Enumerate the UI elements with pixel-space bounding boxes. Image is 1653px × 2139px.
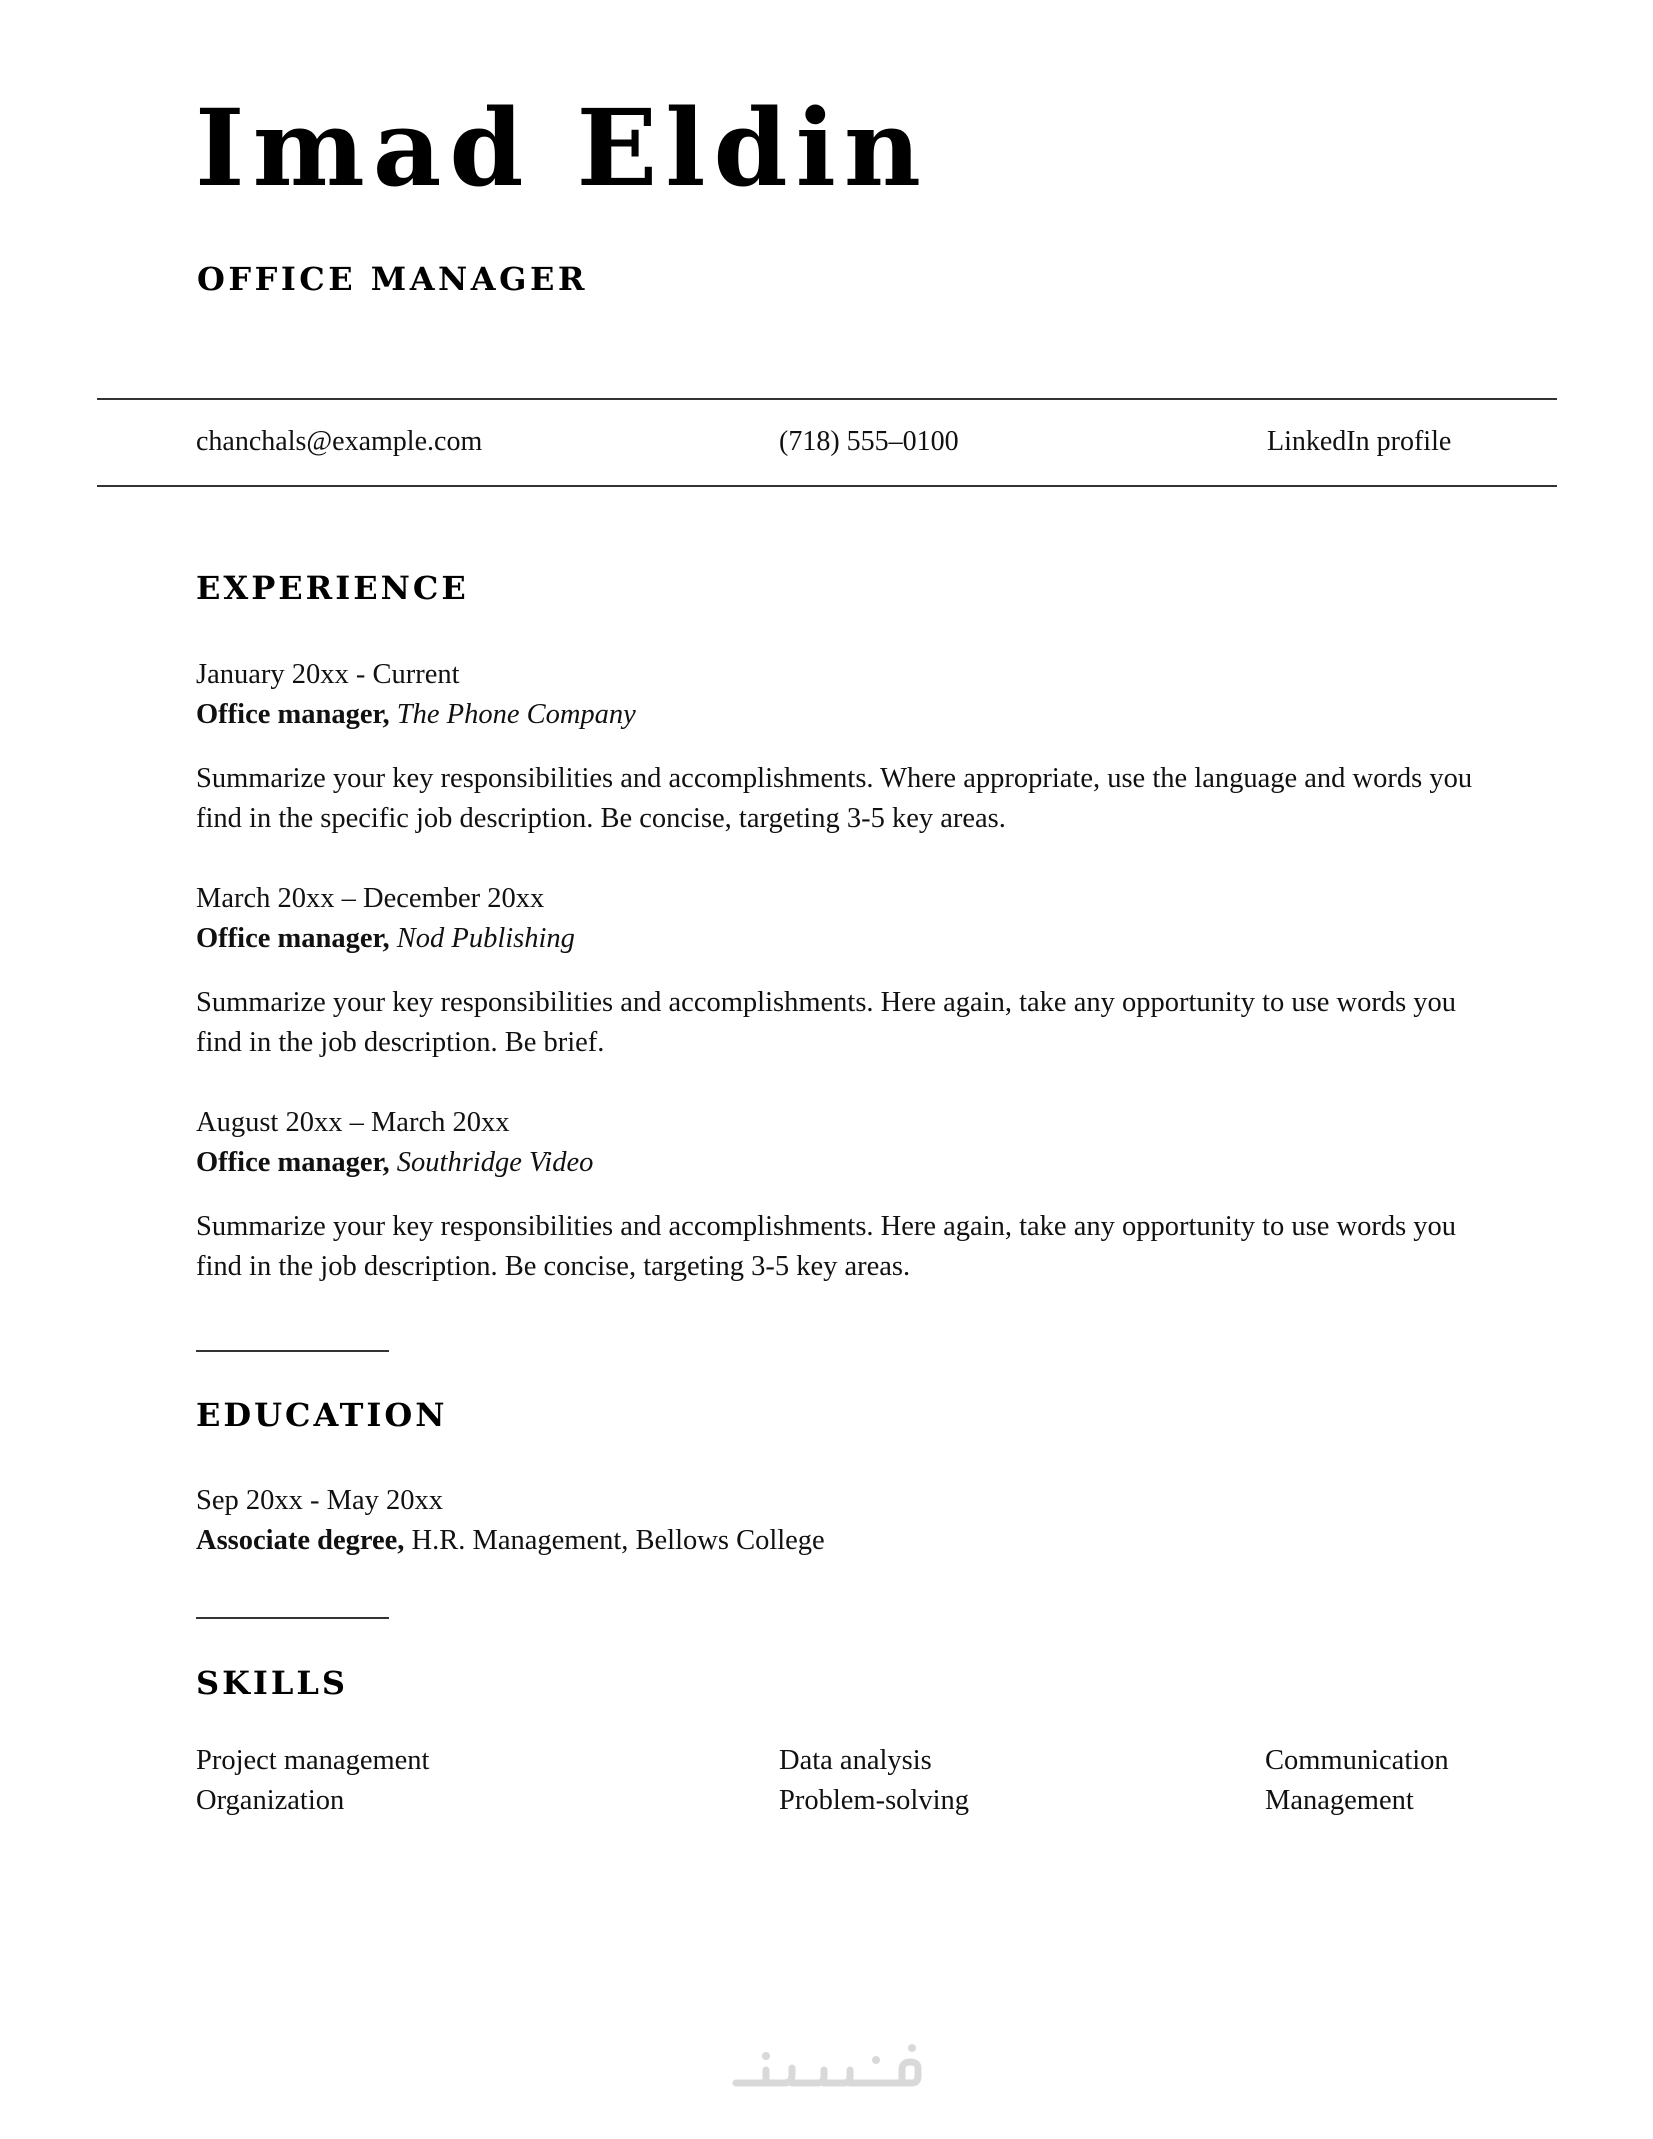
experience-title-line [196,919,1496,959]
education-heading: EDUCATION [196,1396,448,1434]
job-title: OFFICE MANAGER [197,260,588,298]
experience-position: Office manager, [196,923,390,954]
skill-item: Communication [1265,1745,1449,1776]
experience-entry [196,655,1496,839]
contact-top-divider [97,398,1557,400]
candidate-name: Imad Eldin [195,85,929,210]
experience-dates: January 20xx - Current [196,659,460,690]
experience-company: Southridge Video [396,1147,594,1178]
skills-heading: SKILLS [196,1664,348,1702]
experience-title-line [196,695,1496,735]
experience-position: Office manager, [196,1147,390,1178]
contact-phone[interactable]: (718) 555–0100 [779,426,959,457]
education-entry [196,1481,1496,1561]
experience-heading: EXPERIENCE [196,569,469,607]
watermark-logo [726,2038,926,2098]
education-details: H.R. Management, Bellows College [411,1525,825,1556]
experience-entry [196,879,1496,1063]
contact-email[interactable]: chanchals@example.com [196,426,483,457]
education-dates: Sep 20xx - May 20xx [196,1485,443,1516]
experience-company: The Phone Company [396,699,636,730]
skill-item: Project management [196,1745,430,1776]
skill-item: Organization [196,1785,345,1816]
experience-description: Summarize your key responsibilities and accomplishments. Here again, take any opportunity to use words you find in the job description. Be concise, targeting 3-5 key areas. [196,1211,1457,1282]
contact-linkedin-link[interactable]: LinkedIn profile [1267,426,1452,457]
skills-column [196,1741,429,1821]
skill-item: Management [1265,1785,1414,1816]
education-title-line [196,1521,1496,1561]
section-divider [196,1617,389,1619]
skills-column [1265,1741,1449,1821]
experience-dates: March 20xx – December 20xx [196,883,545,914]
experience-company: Nod Publishing [396,923,575,954]
experience-description: Summarize your key responsibilities and accomplishments. Where appropriate, use the language and words you find in the specific job description. Be concise, targeting 3-5 key areas. [196,763,1473,834]
skill-item: Problem-solving [779,1785,969,1816]
section-divider [196,1350,389,1352]
skills-column [779,1741,969,1821]
contact-bottom-divider [97,485,1557,487]
experience-position: Office manager, [196,699,390,730]
experience-title-line [196,1143,1496,1183]
education-degree: Associate degree, [196,1525,405,1556]
experience-entry [196,1103,1496,1287]
experience-description: Summarize your key responsibilities and accomplishments. Here again, take any opportunity to use words you find in the job description. Be brief. [196,987,1457,1058]
skill-item: Data analysis [779,1745,932,1776]
experience-dates: August 20xx – March 20xx [196,1107,510,1138]
